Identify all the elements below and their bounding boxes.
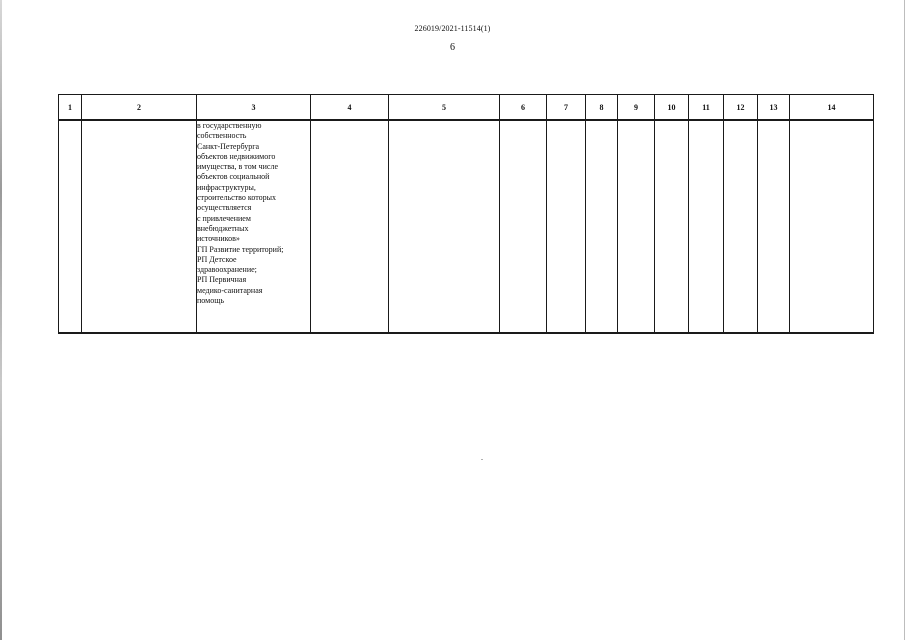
cell-text-line: имущества, в том числе — [197, 162, 278, 172]
scan-edge-left — [0, 0, 2, 640]
cell-text-line: медико-санитарная — [197, 285, 263, 295]
data-table — [58, 94, 874, 334]
column-header-14: 14 — [790, 95, 874, 121]
table-cell-13 — [758, 120, 790, 333]
table-cell-1 — [59, 120, 82, 333]
column-header-13: 13 — [758, 95, 790, 121]
table-cell-8 — [586, 120, 618, 333]
column-header-7: 7 — [547, 95, 586, 121]
table-cell-9 — [618, 120, 655, 333]
column-header-11: 11 — [689, 95, 724, 121]
table-cell-14 — [790, 120, 874, 333]
column-header-6: 6 — [500, 95, 547, 121]
column-header-5: 5 — [389, 95, 500, 121]
column-header-3: 3 — [197, 95, 311, 121]
scan-speck — [481, 459, 483, 460]
cell-text-line: РП Первичная — [197, 275, 247, 285]
table-header-row — [59, 95, 874, 121]
table-cell-2 — [82, 120, 197, 333]
cell-text-line: собственность — [197, 131, 247, 141]
table-cell-12 — [724, 120, 758, 333]
cell-text-line: объектов недвижимого — [197, 151, 276, 161]
cell-text-line: источников» — [197, 234, 240, 244]
document-number: 226019/2021-11514(1) — [414, 24, 491, 33]
page-number: 6 — [450, 42, 455, 53]
column-header-1: 1 — [59, 95, 82, 121]
cell-text-line: инфраструктуры, — [197, 182, 256, 192]
column-header-10: 10 — [655, 95, 689, 121]
cell-text-line: внебюджетных — [197, 223, 249, 233]
cell-text-line: строительство которых — [197, 193, 277, 203]
column-header-2: 2 — [82, 95, 197, 121]
cell-text-line: здравоохранение; — [197, 265, 257, 275]
cell-text-line: помощь — [197, 296, 224, 306]
cell-text-line: осуществляется — [197, 203, 252, 213]
column-header-8: 8 — [586, 95, 618, 121]
cell-text-line: с привлечением — [197, 213, 251, 223]
table-cell-10 — [655, 120, 689, 333]
column-header-12: 12 — [724, 95, 758, 121]
table-row — [59, 120, 874, 333]
table-cell-5 — [389, 120, 500, 333]
table-cell-11 — [689, 120, 724, 333]
cell-text-line: Санкт-Петербурга — [197, 141, 260, 151]
column-header-9: 9 — [618, 95, 655, 121]
table-cell-7 — [547, 120, 586, 333]
cell-text-line: ГП Развитие территорий; — [197, 244, 284, 254]
table-cell-6 — [500, 120, 547, 333]
table-cell-3 — [197, 120, 311, 333]
cell-text-line: РП Детское — [197, 254, 237, 264]
table-cell-4 — [311, 120, 389, 333]
cell-text-line: в государственную — [197, 121, 262, 130]
cell-text-line: объектов социальной — [197, 172, 270, 182]
column-header-4: 4 — [311, 95, 389, 121]
